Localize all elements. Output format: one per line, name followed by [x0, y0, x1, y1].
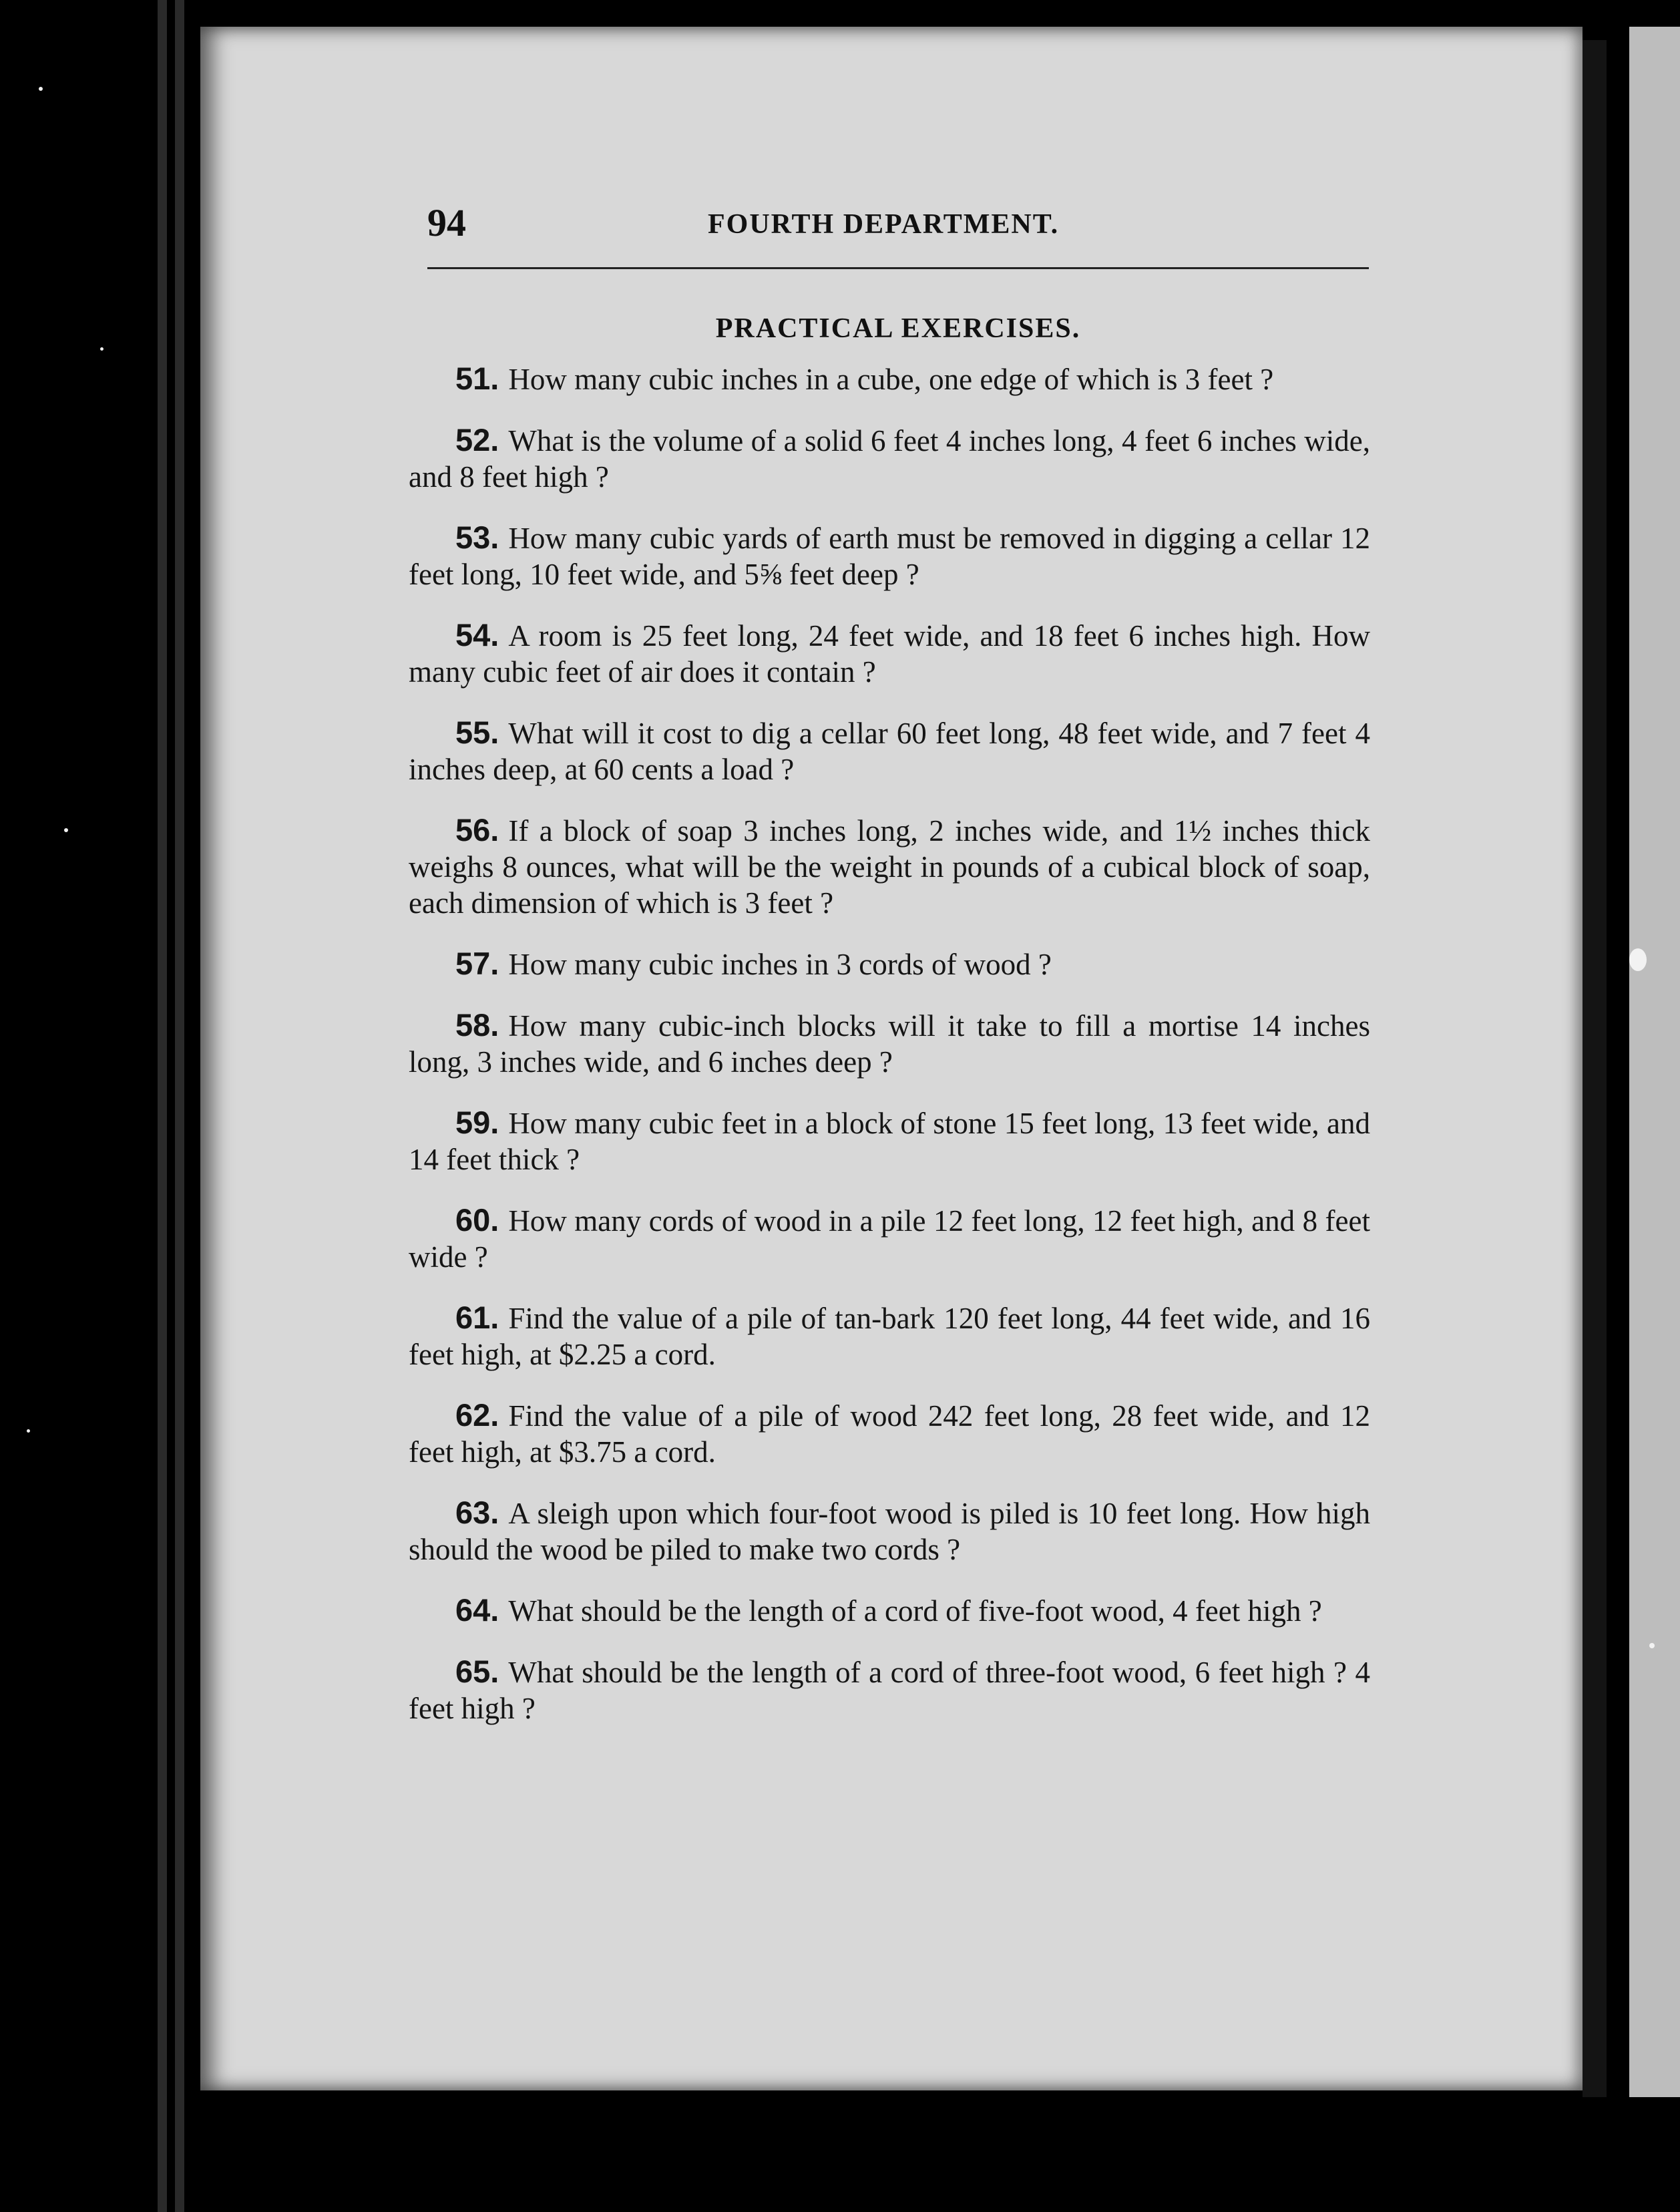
- exercise-text: A sleigh upon which four-foot wood is piled is 10 feet long. How high should the wood be piled to make two cords ?: [409, 1497, 1370, 1566]
- scan-speck: [64, 828, 68, 832]
- exercise-item: [409, 946, 1370, 982]
- page-header: [427, 200, 1369, 260]
- exercise-item: [409, 520, 1370, 592]
- exercise-text: How many cubic inches in a cube, one edge of which is 3 feet ?: [508, 363, 1274, 396]
- exercise-number: 61.: [455, 1300, 499, 1335]
- exercise-text: If a block of soap 3 inches long, 2 inches wide, and 1½ inches thick weighs 8 ounces, what will be the weight in pounds of a cubical block of soap, each dimension of which is 3 feet ?: [409, 814, 1370, 920]
- exercise-item: [409, 1007, 1370, 1080]
- section-title: PRACTICAL EXERCISES.: [715, 313, 1081, 344]
- exercise-number: 53.: [455, 520, 499, 555]
- exercise-item: [409, 1202, 1370, 1275]
- exercise-number: 52.: [455, 422, 499, 457]
- scan-speck: [39, 87, 43, 91]
- exercise-text: A room is 25 feet long, 24 feet wide, and 18 feet 6 inches high. How many cubic feet of air does it contain ?: [409, 619, 1370, 689]
- exercise-number: 51.: [455, 361, 499, 396]
- exercise-text: How many cubic yards of earth must be removed in digging a cellar 12 feet long, 10 feet wide, and 5⅝ feet deep ?: [409, 522, 1370, 591]
- exercise-item: [409, 361, 1370, 397]
- scan-speck: [1649, 1643, 1655, 1648]
- exercise-text: What is the volume of a solid 6 feet 4 inches long, 4 feet 6 inches wide, and 8 feet high ?: [409, 424, 1370, 494]
- exercise-item: [409, 812, 1370, 921]
- exercise-text: What should be the length of a cord of five-foot wood, 4 feet high ?: [508, 1594, 1322, 1628]
- exercise-item: [409, 1397, 1370, 1470]
- exercise-item: [409, 1654, 1370, 1726]
- exercise-number: 65.: [455, 1654, 499, 1689]
- exercise-number: 55.: [455, 715, 499, 750]
- exercise-text: How many cubic feet in a block of stone 15 feet long, 13 feet wide, and 14 feet thick ?: [409, 1107, 1370, 1176]
- scan-speck: [27, 1429, 30, 1433]
- exercise-number: 58.: [455, 1007, 499, 1043]
- exercise-number: 57.: [455, 946, 499, 981]
- exercise-item: [409, 1105, 1370, 1177]
- exercise-item: [409, 1592, 1370, 1629]
- exercise-number: 56.: [455, 812, 499, 848]
- exercise-item: [409, 617, 1370, 690]
- scan-speck: [100, 347, 103, 351]
- scan-speck: [1629, 948, 1647, 971]
- exercise-text: What will it cost to dig a cellar 60 feet long, 48 feet wide, and 7 feet 4 inches deep, at 60 cents a load ?: [409, 717, 1370, 786]
- exercise-list: [409, 361, 1370, 1751]
- adjacent-page-edge: [1629, 27, 1680, 2097]
- binding-edge: [175, 0, 184, 2212]
- exercise-text: Find the value of a pile of tan-bark 120 feet long, 44 feet wide, and 16 feet high, at $2.25 a cord.: [409, 1302, 1370, 1371]
- exercise-number: 62.: [455, 1397, 499, 1433]
- header-rule: [427, 267, 1369, 269]
- binding-edge: [158, 0, 167, 2212]
- exercise-number: 63.: [455, 1495, 499, 1530]
- page-number: 94: [427, 201, 466, 244]
- running-title: FOURTH DEPARTMENT.: [708, 209, 1060, 240]
- exercise-text: How many cords of wood in a pile 12 feet long, 12 feet high, and 8 feet wide ?: [409, 1204, 1370, 1274]
- exercise-item: [409, 422, 1370, 495]
- exercise-number: 64.: [455, 1592, 499, 1628]
- exercise-item: [409, 1300, 1370, 1372]
- exercise-number: 54.: [455, 617, 499, 653]
- exercise-text: How many cubic-inch blocks will it take to fill a mortise 14 inches long, 3 inches wide, and 6 inches deep ?: [409, 1009, 1370, 1079]
- exercise-number: 59.: [455, 1105, 499, 1140]
- exercise-item: [409, 1495, 1370, 1568]
- exercise-number: 60.: [455, 1202, 499, 1238]
- exercise-text: What should be the length of a cord of three-foot wood, 6 feet high ? 4 feet high ?: [409, 1656, 1370, 1725]
- page-gutter: [1583, 40, 1607, 2097]
- exercise-text: How many cubic inches in 3 cords of wood ?: [508, 948, 1052, 981]
- exercise-item: [409, 715, 1370, 787]
- exercise-text: Find the value of a pile of wood 242 feet long, 28 feet wide, and 12 feet high, at $3.75 a cord.: [409, 1399, 1370, 1469]
